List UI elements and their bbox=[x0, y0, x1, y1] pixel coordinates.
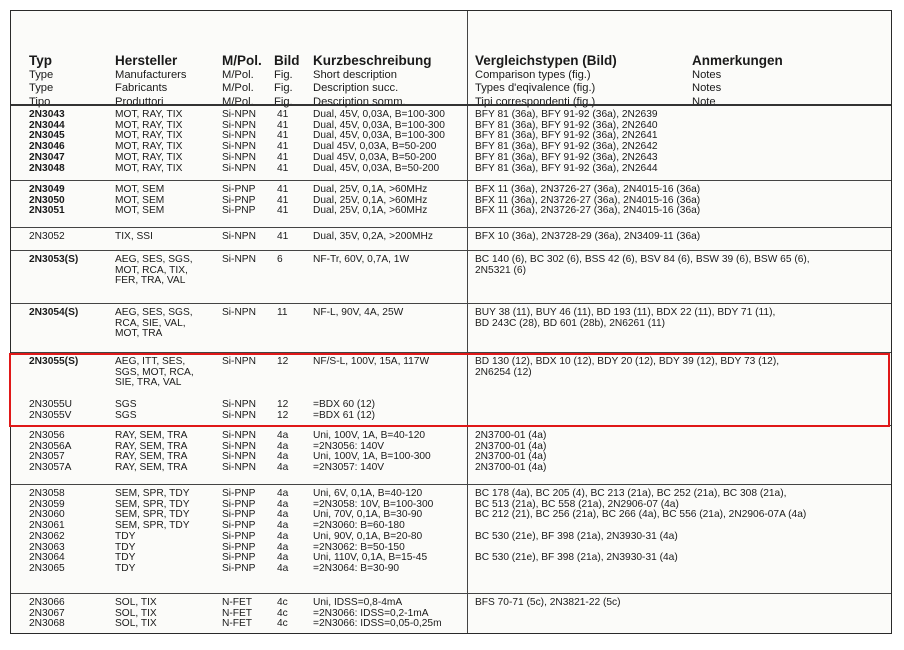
cell-vergleichstypen: BC 530 (21e), BF 398 (21a), 2N3930-31 (4a) bbox=[475, 552, 678, 564]
cell-bild: 41 bbox=[277, 162, 289, 174]
cell-mpol: Si-PNP bbox=[222, 509, 256, 521]
cell-bild: 41 bbox=[277, 119, 289, 131]
cell-kurzbeschreibung: =BDX 61 (12) bbox=[313, 409, 376, 421]
header-anmerkungen: Anmerkungen Notes Notes Note bbox=[692, 52, 783, 108]
cell-typ: 2N3062 bbox=[29, 530, 65, 542]
cell-kurzbeschreibung: Dual 45V, 0,03A, B=50-200 bbox=[313, 141, 437, 153]
cell-typ: 2N3052 bbox=[29, 231, 65, 242]
cell-vergleichstypen: BFX 11 (36a), 2N3726-27 (36a), 2N4015-16 (36a) bbox=[475, 205, 701, 217]
cell-typ: 2N3067 bbox=[29, 607, 65, 619]
cell-mpol: Si-PNP bbox=[222, 562, 256, 574]
cell-hersteller: SOL, TIX bbox=[115, 597, 157, 608]
cell-vergleichstypen: BFX 11 (36a), 2N3726-27 (36a), 2N4015-16 (36a) bbox=[475, 184, 701, 195]
cell-kurzbeschreibung: Dual, 25V, 0,1A, >60MHz bbox=[313, 205, 428, 217]
cell-vergleichstypen: BD 130 (12), BDX 10 (12), BDY 20 (12), BDY 39 (12), BDY 73 (12), bbox=[475, 356, 780, 367]
cell-hersteller: MOT, RAY, TIX bbox=[115, 119, 183, 131]
cell-mpol: Si-PNP bbox=[222, 498, 256, 510]
cell-typ: 2N3061 bbox=[29, 520, 65, 532]
cell-bild: 4a bbox=[277, 509, 289, 521]
cell-typ: 2N3059 bbox=[29, 498, 65, 510]
header-bild: Bild Fig. Fig. Fig. bbox=[274, 52, 300, 108]
cell-mpol: Si-NPN bbox=[222, 462, 256, 474]
cell-hersteller: SEM, SPR, TDY bbox=[115, 498, 190, 510]
cell-kurzbeschreibung: =2N3064: B=30-90 bbox=[313, 562, 400, 574]
cell-typ: 2N3045 bbox=[29, 130, 65, 142]
cell-kurzbeschreibung: Uni, 100V, 1A, B=100-300 bbox=[313, 451, 431, 463]
cell-kurzbeschreibung: NF/S-L, 100V, 15A, 117W bbox=[313, 356, 430, 367]
cell-bild: 6 bbox=[277, 254, 283, 265]
table-header bbox=[11, 11, 891, 108]
cell-typ: 2N3055V bbox=[29, 409, 72, 421]
cell-typ: 2N3050 bbox=[29, 194, 65, 206]
cell-vergleichstypen: 2N6254 (12) bbox=[475, 366, 532, 378]
cell-hersteller: MOT, RAY, TIX bbox=[115, 109, 183, 120]
cell-kurzbeschreibung: NF-L, 90V, 4A, 25W bbox=[313, 307, 404, 318]
cell-typ: 2N3057 bbox=[29, 451, 65, 463]
header-divider bbox=[11, 104, 891, 106]
cell-vergleichstypen: 2N3700-01 (4a) bbox=[475, 451, 547, 463]
cell-bild: 41 bbox=[277, 184, 289, 195]
cell-hersteller: MOT, RCA, TIX, bbox=[115, 264, 188, 276]
cell-typ: 2N3056A bbox=[29, 440, 72, 452]
cell-kurzbeschreibung: Uni, 110V, 0,1A, B=15-45 bbox=[313, 552, 428, 564]
cell-mpol: Si-NPN bbox=[222, 409, 256, 421]
group-divider bbox=[11, 484, 891, 485]
cell-kurzbeschreibung: Dual, 45V, 0,03A, B=50-200 bbox=[313, 162, 440, 174]
cell-bild: 4a bbox=[277, 451, 289, 463]
cell-kurzbeschreibung: =2N3062: B=50-150 bbox=[313, 541, 405, 553]
header-vergleichstypen: Vergleichstypen (Bild) Comparison types (fig.) Types d'eqivalence (fig.) Tipi correspondenti (fig.) bbox=[475, 52, 617, 108]
cell-hersteller: MOT, SEM bbox=[115, 184, 165, 195]
cell-kurzbeschreibung: Uni, 6V, 0,1A, B=40-120 bbox=[313, 488, 423, 499]
cell-mpol: Si-PNP bbox=[222, 184, 256, 195]
cell-bild: 4a bbox=[277, 541, 289, 553]
cell-hersteller: TIX, SSI bbox=[115, 231, 153, 242]
cell-typ: 2N3048 bbox=[29, 162, 65, 174]
cell-typ: 2N3044 bbox=[29, 119, 65, 131]
cell-hersteller: AEG, SES, SGS, bbox=[115, 254, 193, 265]
cell-hersteller: MOT, TRA bbox=[115, 328, 163, 340]
cell-kurzbeschreibung: =2N3060: B=60-180 bbox=[313, 520, 405, 532]
cell-typ: 2N3051 bbox=[29, 205, 65, 217]
cell-typ: 2N3057A bbox=[29, 462, 72, 474]
cell-typ: 2N3068 bbox=[29, 618, 65, 630]
group-divider bbox=[11, 227, 891, 228]
cell-hersteller: SOL, TIX bbox=[115, 607, 157, 619]
cell-kurzbeschreibung: Dual, 45V, 0,03A, B=100-300 bbox=[313, 130, 445, 142]
cell-bild: 41 bbox=[277, 231, 289, 242]
cell-bild: 4c bbox=[277, 607, 288, 619]
cell-vergleichstypen: BC 212 (21), BC 256 (21a), BC 266 (4a), BC 556 (21a), 2N2906-07A (4a) bbox=[475, 509, 807, 521]
cell-kurzbeschreibung: =2N3057: 140V bbox=[313, 462, 385, 474]
cell-hersteller: AEG, ITT, SES, bbox=[115, 356, 186, 367]
cell-mpol: N-FET bbox=[222, 607, 252, 619]
cell-mpol: Si-NPN bbox=[222, 130, 256, 142]
group-divider bbox=[11, 352, 891, 353]
cell-mpol: Si-PNP bbox=[222, 205, 256, 217]
cell-hersteller: RAY, SEM, TRA bbox=[115, 430, 188, 441]
cell-kurzbeschreibung: Uni, IDSS=0,8-4mA bbox=[313, 597, 403, 608]
cell-bild: 4a bbox=[277, 498, 289, 510]
cell-hersteller: MOT, RAY, TIX bbox=[115, 141, 183, 153]
cell-hersteller: SEM, SPR, TDY bbox=[115, 488, 190, 499]
cell-vergleichstypen: BFY 81 (36a), BFY 91-92 (36a), 2N2639 bbox=[475, 109, 658, 120]
cell-vergleichstypen: BFY 81 (36a), BFY 91-92 (36a), 2N2644 bbox=[475, 162, 658, 174]
header-typ: Typ Type Type Tipo bbox=[29, 52, 54, 108]
cell-typ: 2N3066 bbox=[29, 597, 65, 608]
cell-bild: 12 bbox=[277, 356, 289, 367]
cell-vergleichstypen: BD 243C (28), BD 601 (28b), 2N6261 (11) bbox=[475, 317, 666, 329]
cell-typ: 2N3064 bbox=[29, 552, 65, 564]
cell-mpol: Si-NPN bbox=[222, 231, 256, 242]
cell-vergleichstypen: BC 140 (6), BC 302 (6), BSS 42 (6), BSV 84 (6), BSW 39 (6), BSW 65 (6), bbox=[475, 254, 810, 265]
cell-kurzbeschreibung: Uni, 100V, 1A, B=40-120 bbox=[313, 430, 426, 441]
cell-mpol: Si-PNP bbox=[222, 520, 256, 532]
cell-kurzbeschreibung: Dual, 45V, 0,03A, B=100-300 bbox=[313, 119, 445, 131]
cell-vergleichstypen: BC 513 (21a), BC 558 (21a), 2N2906-07 (4a) bbox=[475, 498, 679, 510]
cell-mpol: Si-NPN bbox=[222, 162, 256, 174]
cell-bild: 41 bbox=[277, 141, 289, 153]
cell-typ: 2N3054(S) bbox=[29, 307, 79, 318]
cell-bild: 4a bbox=[277, 440, 289, 452]
cell-mpol: Si-PNP bbox=[222, 541, 256, 553]
cell-vergleichstypen: BUY 38 (11), BUY 46 (11), BD 193 (11), BDX 22 (11), BDY 71 (11), bbox=[475, 307, 776, 318]
cell-hersteller: SGS bbox=[115, 409, 137, 421]
cell-hersteller: TDY bbox=[115, 562, 136, 574]
cell-bild: 12 bbox=[277, 409, 289, 421]
cell-typ: 2N3053(S) bbox=[29, 254, 79, 265]
group-divider bbox=[11, 250, 891, 251]
cell-mpol: Si-PNP bbox=[222, 552, 256, 564]
cell-bild: 41 bbox=[277, 205, 289, 217]
group-divider bbox=[11, 593, 891, 594]
group-divider bbox=[11, 425, 891, 426]
cell-vergleichstypen: BC 178 (4a), BC 205 (4), BC 213 (21a), BC 252 (21a), BC 308 (21a), bbox=[475, 488, 787, 499]
cell-hersteller: AEG, SES, SGS, bbox=[115, 307, 193, 318]
cell-kurzbeschreibung: NF-Tr, 60V, 0,7A, 1W bbox=[313, 254, 410, 265]
cell-kurzbeschreibung: Dual, 35V, 0,2A, >200MHz bbox=[313, 231, 433, 242]
cell-bild: 4a bbox=[277, 430, 289, 441]
cell-mpol: Si-NPN bbox=[222, 430, 256, 441]
cell-bild: 4a bbox=[277, 520, 289, 532]
cell-mpol: Si-NPN bbox=[222, 151, 256, 163]
cell-vergleichstypen: 2N3700-01 (4a) bbox=[475, 430, 547, 441]
cell-hersteller: TDY bbox=[115, 552, 136, 564]
cell-vergleichstypen: BFY 81 (36a), BFY 91-92 (36a), 2N2641 bbox=[475, 130, 658, 142]
cell-kurzbeschreibung: =BDX 60 (12) bbox=[313, 398, 376, 410]
cell-kurzbeschreibung: =2N3066: IDSS=0,2-1mA bbox=[313, 607, 429, 619]
cell-mpol: Si-PNP bbox=[222, 194, 256, 206]
cell-hersteller: RAY, SEM, TRA bbox=[115, 462, 188, 474]
cell-vergleichstypen: 2N5321 (6) bbox=[475, 264, 526, 276]
cell-typ: 2N3055U bbox=[29, 398, 73, 410]
cell-hersteller: FER, TRA, VAL bbox=[115, 275, 186, 287]
cell-vergleichstypen: 2N3700-01 (4a) bbox=[475, 440, 547, 452]
cell-hersteller: MOT, RAY, TIX bbox=[115, 151, 183, 163]
datasheet-table bbox=[10, 10, 892, 634]
cell-hersteller: SGS bbox=[115, 398, 137, 410]
header-mpol: M/Pol. M/Pol. M/Pol. M/Pol. bbox=[222, 52, 262, 108]
cell-typ: 2N3043 bbox=[29, 109, 65, 120]
cell-kurzbeschreibung: Dual 45V, 0,03A, B=50-200 bbox=[313, 151, 437, 163]
cell-hersteller: TDY bbox=[115, 530, 136, 542]
cell-mpol: Si-NPN bbox=[222, 254, 256, 265]
cell-kurzbeschreibung: Dual, 45V, 0,03A, B=100-300 bbox=[313, 109, 445, 120]
cell-mpol: Si-NPN bbox=[222, 398, 256, 410]
cell-kurzbeschreibung: Dual, 25V, 0,1A, >60MHz bbox=[313, 184, 428, 195]
cell-bild: 41 bbox=[277, 151, 289, 163]
cell-typ: 2N3047 bbox=[29, 151, 65, 163]
cell-kurzbeschreibung: =2N3056: 140V bbox=[313, 440, 385, 452]
cell-mpol: Si-NPN bbox=[222, 451, 256, 463]
cell-bild: 12 bbox=[277, 398, 289, 410]
cell-mpol: Si-NPN bbox=[222, 440, 256, 452]
cell-kurzbeschreibung: =2N3058: 10V, B=100-300 bbox=[313, 498, 434, 510]
cell-kurzbeschreibung: =2N3066: IDSS=0,05-0,25m bbox=[313, 618, 442, 630]
cell-hersteller: MOT, RAY, TIX bbox=[115, 162, 183, 174]
cell-hersteller: RAY, SEM, TRA bbox=[115, 440, 188, 452]
cell-kurzbeschreibung: Uni, 70V, 0,1A, B=30-90 bbox=[313, 509, 423, 521]
cell-hersteller: SGS, MOT, RCA, bbox=[115, 366, 194, 378]
cell-bild: 41 bbox=[277, 109, 289, 120]
cell-vergleichstypen: 2N3700-01 (4a) bbox=[475, 462, 547, 474]
header-hersteller: Hersteller Manufacturers Fabricants Produttori bbox=[115, 52, 187, 108]
cell-bild: 4c bbox=[277, 597, 288, 608]
cell-typ: 2N3063 bbox=[29, 541, 65, 553]
cell-hersteller: MOT, RAY, TIX bbox=[115, 130, 183, 142]
cell-bild: 41 bbox=[277, 130, 289, 142]
cell-bild: 4a bbox=[277, 530, 289, 542]
header-kurzbeschreibung: Kurzbeschreibung Short description Description succ. Description somm. bbox=[313, 52, 432, 108]
cell-vergleichstypen: BFS 70-71 (5c), 2N3821-22 (5c) bbox=[475, 597, 621, 608]
cell-bild: 4a bbox=[277, 462, 289, 474]
cell-bild: 41 bbox=[277, 194, 289, 206]
group-divider bbox=[11, 180, 891, 181]
cell-vergleichstypen: BC 530 (21e), BF 398 (21a), 2N3930-31 (4a) bbox=[475, 530, 678, 542]
cell-hersteller: MOT, SEM bbox=[115, 205, 165, 217]
cell-typ: 2N3060 bbox=[29, 509, 65, 521]
cell-typ: 2N3065 bbox=[29, 562, 65, 574]
cell-bild: 4a bbox=[277, 562, 289, 574]
cell-mpol: Si-NPN bbox=[222, 141, 256, 153]
cell-mpol: Si-NPN bbox=[222, 307, 256, 318]
cell-vergleichstypen: BFY 81 (36a), BFY 91-92 (36a), 2N2642 bbox=[475, 141, 658, 153]
cell-bild: 4c bbox=[277, 618, 288, 630]
cell-hersteller: MOT, SEM bbox=[115, 194, 165, 206]
cell-typ: 2N3055(S) bbox=[29, 356, 79, 367]
cell-mpol: N-FET bbox=[222, 597, 252, 608]
cell-typ: 2N3049 bbox=[29, 184, 65, 195]
cell-vergleichstypen: BFX 10 (36a), 2N3728-29 (36a), 2N3409-11 (36a) bbox=[475, 231, 701, 242]
cell-typ: 2N3058 bbox=[29, 488, 65, 499]
cell-mpol: Si-NPN bbox=[222, 119, 256, 131]
cell-mpol: N-FET bbox=[222, 618, 252, 630]
cell-kurzbeschreibung: Uni, 90V, 0,1A, B=20-80 bbox=[313, 530, 423, 542]
cell-hersteller: SOL, TIX bbox=[115, 618, 157, 630]
cell-bild: 11 bbox=[277, 307, 288, 318]
cell-bild: 4a bbox=[277, 488, 289, 499]
cell-hersteller: RAY, SEM, TRA bbox=[115, 451, 188, 463]
cell-hersteller: TDY bbox=[115, 541, 136, 553]
cell-vergleichstypen: BFX 11 (36a), 2N3726-27 (36a), 2N4015-16 (36a) bbox=[475, 194, 701, 206]
cell-mpol: Si-NPN bbox=[222, 109, 256, 120]
cell-kurzbeschreibung: Dual, 25V, 0,1A, >60MHz bbox=[313, 194, 428, 206]
cell-vergleichstypen: BFY 81 (36a), BFY 91-92 (36a), 2N2643 bbox=[475, 151, 658, 163]
cell-hersteller: SIE, TRA, VAL bbox=[115, 377, 182, 389]
cell-vergleichstypen: BFY 81 (36a), BFY 91-92 (36a), 2N2640 bbox=[475, 119, 658, 131]
cell-hersteller: SEM, SPR, TDY bbox=[115, 520, 190, 532]
cell-typ: 2N3056 bbox=[29, 430, 65, 441]
cell-mpol: Si-PNP bbox=[222, 488, 256, 499]
cell-bild: 4a bbox=[277, 552, 289, 564]
cell-hersteller: RCA, SIE, VAL, bbox=[115, 317, 186, 329]
cell-hersteller: SEM, SPR, TDY bbox=[115, 509, 190, 521]
cell-mpol: Si-PNP bbox=[222, 530, 256, 542]
cell-mpol: Si-NPN bbox=[222, 356, 256, 367]
group-divider bbox=[11, 303, 891, 304]
cell-typ: 2N3046 bbox=[29, 141, 65, 153]
